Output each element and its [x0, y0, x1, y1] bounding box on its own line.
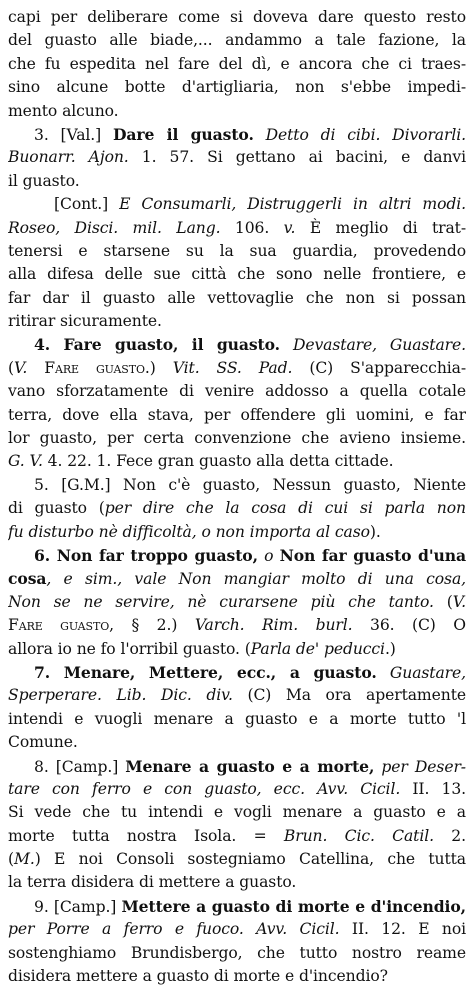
- body-text: disidera mettere a guasto di morte e d'incendio?: [8, 967, 388, 986]
- italic-text: per Deser-: [374, 757, 466, 776]
- body-text: 3. [Val.]: [34, 125, 113, 144]
- body-text: allora io ne fo l'orribil guasto. (: [8, 639, 251, 658]
- text-line: [8, 591, 466, 614]
- body-text: intendi e vuogli menare a guasto e a morte tutto 'l: [8, 709, 466, 728]
- text-line: [8, 6, 466, 29]
- body-text: di guasto (: [8, 499, 105, 518]
- italic-text: Devastare, Guastare.: [280, 336, 466, 355]
- body-text: II. 12. E noi: [339, 920, 466, 939]
- text-line: [8, 918, 466, 941]
- body-text: tenersi e starsene su la sua guardia, provedendo: [8, 241, 466, 260]
- body-text: ).: [369, 522, 381, 541]
- body-text: , § 2.): [109, 616, 195, 635]
- text-line: [8, 170, 466, 193]
- body-text: 36. (C) O: [352, 616, 466, 635]
- text-line: [8, 53, 466, 76]
- body-text: capi per deliberare come si doveva dare questo resto: [8, 8, 466, 26]
- body-text: ) E noi Consoli sostegniamo Catellina, che tutta: [34, 850, 466, 869]
- body-text: (: [8, 850, 14, 869]
- body-text: far dar il guasto alle vettovaglie che non si possan: [8, 288, 466, 307]
- text-line: [8, 638, 466, 661]
- body-text: [Cont.]: [54, 195, 120, 214]
- entry-heading: 7. Menare, Mettere, ecc., a guasto.: [34, 662, 377, 682]
- italic-text: M.: [13, 850, 35, 869]
- italic-text: Guastare,: [376, 663, 466, 682]
- text-line: [8, 895, 466, 918]
- entry-heading: 4. Fare guasto, il guasto.: [34, 335, 281, 355]
- entry-heading: 6. Non far troppo guasto,: [34, 545, 258, 565]
- italic-text: V.: [452, 592, 466, 611]
- italic-text: Vit. SS. Pad.: [172, 358, 293, 377]
- italic-text: Buonarr. Ajon.: [8, 148, 129, 167]
- italic-text: , e sim., vale Non mangiar molto di una cosa,: [46, 570, 466, 589]
- text-line: [8, 708, 466, 731]
- italic-text: G. V.: [8, 452, 43, 471]
- body-text: (: [433, 592, 453, 611]
- italic-text: o: [257, 546, 280, 565]
- italic-text: tare con ferro e con guasto, ecc. Avv. Cicil.: [8, 779, 401, 798]
- body-text: (C) Ma ora apertamente: [232, 686, 466, 705]
- italic-text: Detto di cibi. Divorarli.: [253, 125, 466, 144]
- italic-text: v.: [283, 218, 296, 237]
- body-text: che fu espedita nel fare del dì, e ancora che ci traes-: [8, 54, 466, 73]
- body-text: 4. 22. 1. Fece gran guasto alla detta cittade.: [42, 452, 394, 471]
- text-line: [8, 450, 466, 473]
- text-line: [8, 544, 466, 567]
- italic-text: V.: [13, 358, 28, 377]
- entry-heading: Non far guasto d'una: [279, 545, 466, 565]
- italic-text: Varch. Rim. burl.: [194, 616, 353, 635]
- body-text: 8. [Camp.]: [34, 757, 126, 776]
- text-line: [8, 848, 466, 871]
- text-line: [8, 731, 466, 754]
- italic-text: Parla de' peducci: [250, 639, 385, 658]
- text-line: [8, 801, 466, 824]
- text-line: [8, 825, 466, 848]
- body-text: .): [384, 639, 396, 658]
- body-text: È meglio di trat-: [295, 218, 466, 237]
- text-line: [8, 942, 466, 965]
- body-text: ritirar sicuramente.: [8, 312, 162, 331]
- italic-text: E Consumarli, Distruggerli in altri modi.: [119, 195, 466, 214]
- text-line: [8, 497, 466, 520]
- text-line: [8, 684, 466, 707]
- small-caps-ref: Fare guasto: [8, 616, 110, 635]
- body-text: vano sforzatamente di venire addosso a quella cotale: [8, 382, 466, 401]
- body-text: sino alcune botte d'artigliaria, non s'ebbe impedi-: [8, 78, 466, 97]
- body-text: 5. [G.M.] Non c'è guasto, Nessun guasto, Niente: [34, 475, 466, 494]
- text-line: [8, 380, 466, 403]
- text-line: [8, 521, 466, 544]
- text-line: [8, 76, 466, 99]
- text-line: [8, 310, 466, 333]
- body-text: .): [144, 358, 173, 377]
- text-line: [8, 474, 466, 497]
- text-line: [8, 29, 466, 52]
- text-line: [8, 755, 466, 778]
- text-line: [8, 146, 466, 169]
- text-line: [8, 614, 466, 637]
- text-line: [8, 240, 466, 263]
- body-text: 106.: [220, 218, 284, 237]
- entry-heading: Mettere a guasto di morte e d'incendio,: [121, 896, 466, 916]
- small-caps-ref: Fare guasto: [27, 358, 145, 377]
- body-text: 9. [Camp.]: [34, 897, 122, 916]
- italic-text: Non se ne servire, nè curarsene più che tanto.: [8, 592, 434, 611]
- body-text: lor guasto, per certa convenzione che avieno insieme.: [8, 429, 466, 448]
- text-line: [8, 123, 466, 146]
- text-line: [8, 193, 466, 216]
- body-text: 2.: [433, 826, 466, 845]
- body-text: terra, dove ella stava, per offendere gli uomini, e far: [8, 405, 466, 424]
- text-line: [8, 263, 466, 286]
- text-line: [8, 404, 466, 427]
- body-text: 1. 57. Si gettano ai bacini, e danvi: [128, 148, 466, 167]
- body-text: Si vede che tu intendi e vogli menare a guasto e a: [8, 803, 466, 822]
- body-text: II. 13.: [400, 779, 466, 798]
- entry-heading: cosa: [8, 569, 47, 589]
- body-text: sostenghiamo Brundisbergo, che tutto nostro reame: [8, 943, 466, 962]
- text-line: [8, 357, 466, 380]
- italic-text: Roseo, Disci. mil. Lang.: [8, 218, 221, 237]
- text-line: [8, 100, 466, 123]
- text-line: [8, 427, 466, 450]
- italic-text: per Porre a ferro e fuoco. Avv. Cicil.: [8, 920, 340, 939]
- text-line: [8, 661, 466, 684]
- italic-text: Brun. Cic. Catil.: [283, 826, 434, 845]
- text-line: [8, 871, 466, 894]
- italic-text: Sperperare. Lib. Dic. div.: [8, 686, 233, 705]
- body-text: del guasto alle biade,... andammo a tale fazione, la: [8, 31, 466, 50]
- entry-heading: Menare a guasto e a morte,: [125, 756, 375, 776]
- text-line: [8, 333, 466, 356]
- body-text: (: [8, 358, 14, 377]
- body-text: la terra disidera di mettere a guasto.: [8, 873, 297, 892]
- italic-text: per dire che la cosa di cui si parla non: [104, 499, 466, 518]
- text-line: [8, 217, 466, 240]
- text-line: [8, 287, 466, 310]
- body-text: (C) S'apparecchia-: [292, 358, 466, 377]
- body-text: mento alcuno.: [8, 101, 119, 120]
- body-text: morte tutta nostra Isola. =: [8, 826, 284, 845]
- italic-text: fu disturbo nè difficoltà, o non importa al caso: [8, 522, 370, 541]
- body-text: Comune.: [8, 733, 78, 752]
- body-text: alla difesa delle sue città che sono nelle frontiere, e: [8, 265, 466, 284]
- entry-heading: Dare il guasto.: [112, 124, 254, 144]
- text-line: [8, 965, 466, 988]
- text-line: [8, 778, 466, 801]
- text-line: [8, 567, 466, 590]
- body-text: il guasto.: [8, 171, 80, 190]
